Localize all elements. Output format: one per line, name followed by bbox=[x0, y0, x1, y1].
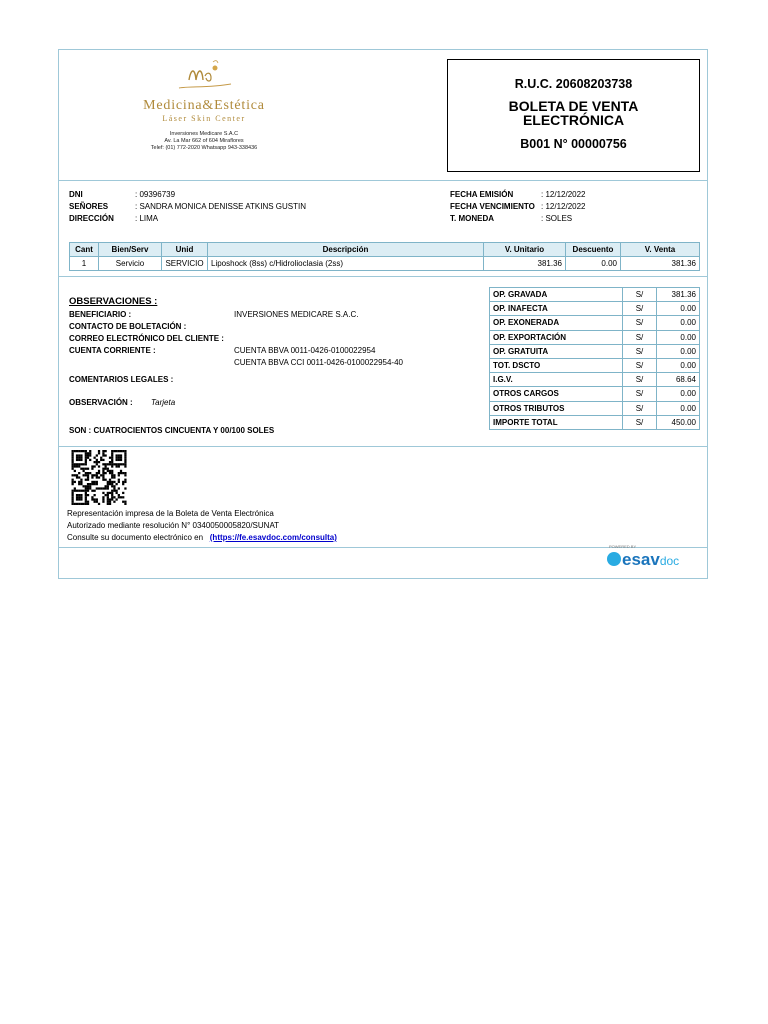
totals-row bbox=[490, 358, 700, 372]
representation-line-2: Autorizado mediante resolución N° 0340050005820/SUNAT bbox=[67, 521, 280, 530]
powered-by-text: POWERED BY bbox=[609, 544, 637, 549]
totals-row bbox=[490, 330, 700, 344]
items-table bbox=[69, 242, 700, 271]
company-info bbox=[99, 131, 309, 152]
totals-row bbox=[490, 373, 700, 387]
company-legal-name: Inversiones Medicare S.A.C bbox=[169, 131, 239, 137]
observations-section bbox=[69, 296, 489, 409]
representation-note bbox=[67, 508, 337, 544]
total-currency: S/ bbox=[623, 373, 657, 387]
totals-row bbox=[490, 387, 700, 401]
currency-label: T. MONEDA bbox=[450, 214, 494, 223]
document-number: B001 N° 00000756 bbox=[520, 137, 627, 151]
logo-emblem-icon bbox=[169, 58, 239, 98]
total-label: TOT. DSCTO bbox=[490, 358, 623, 372]
due-date-label: FECHA VENCIMIENTO bbox=[450, 202, 535, 211]
client-name-value: : SANDRA MONICA DENISSE ATKINS GUSTIN bbox=[135, 202, 306, 211]
legal-comments-label: COMENTARIOS LEGALES : bbox=[69, 375, 174, 384]
cell-descripcion: Liposhock (8ss) c/Hidrolioclasia (2ss) bbox=[208, 257, 484, 271]
total-label: OTROS TRIBUTOS bbox=[490, 401, 623, 415]
company-address: Av. La Mar 662 of 604 Miraflores bbox=[164, 138, 244, 144]
client-address-label: DIRECCIÓN bbox=[69, 214, 114, 223]
total-currency: S/ bbox=[623, 344, 657, 358]
total-value: 381.36 bbox=[657, 288, 700, 302]
consult-link[interactable]: (https://fe.esavdoc.com/consulta) bbox=[209, 533, 337, 542]
document-title-line-1: BOLETA DE VENTA bbox=[508, 98, 639, 114]
cell-v-venta: 381.36 bbox=[621, 257, 700, 271]
total-label: OP. GRAVADA bbox=[490, 288, 623, 302]
due-date-value: : 12/12/2022 bbox=[541, 202, 586, 211]
qr-code-icon bbox=[69, 450, 129, 505]
total-value: 0.00 bbox=[657, 330, 700, 344]
total-currency: S/ bbox=[623, 415, 657, 429]
amount-in-words: SON : CUATROCIENTOS CINCUENTA Y 00/100 SOLES bbox=[69, 426, 275, 435]
esavdoc-mark-icon bbox=[607, 552, 621, 566]
total-value: 0.00 bbox=[657, 344, 700, 358]
emission-date-label: FECHA EMISIÓN bbox=[450, 190, 514, 199]
total-value: 0.00 bbox=[657, 316, 700, 330]
total-label: I.G.V. bbox=[490, 373, 623, 387]
total-label: OP. INAFECTA bbox=[490, 302, 623, 316]
emission-date-value: : 12/12/2022 bbox=[541, 190, 586, 199]
ruc-number: R.U.C. 20608203738 bbox=[514, 77, 633, 91]
total-label: OP. EXONERADA bbox=[490, 316, 623, 330]
col-v-unitario: V. Unitario bbox=[484, 243, 566, 257]
total-value: 0.00 bbox=[657, 358, 700, 372]
totals-table bbox=[489, 287, 700, 430]
doc-text: doc bbox=[659, 554, 680, 568]
total-value: 0.00 bbox=[657, 387, 700, 401]
col-descuento: Descuento bbox=[566, 243, 621, 257]
client-name-label: SEÑORES bbox=[69, 202, 109, 211]
beneficiary-value: INVERSIONES MEDICARE S.A.C. bbox=[234, 310, 359, 319]
total-label: IMPORTE TOTAL bbox=[490, 415, 623, 429]
col-v-venta: V. Venta bbox=[621, 243, 700, 257]
total-currency: S/ bbox=[623, 387, 657, 401]
currency-value: : SOLES bbox=[541, 214, 573, 223]
account-bbva: CUENTA BBVA 0011-0426-0100022954 bbox=[234, 346, 376, 355]
total-label: OTROS CARGOS bbox=[490, 387, 623, 401]
cell-descuento: 0.00 bbox=[566, 257, 621, 271]
col-cant: Cant bbox=[70, 243, 99, 257]
total-currency: S/ bbox=[623, 401, 657, 415]
document-title bbox=[448, 99, 699, 127]
consult-text: Consulte su documento electrónico en bbox=[67, 533, 204, 542]
company-logo bbox=[99, 58, 309, 170]
total-currency: S/ bbox=[623, 358, 657, 372]
col-unid: Unid bbox=[162, 243, 208, 257]
total-value: 68.64 bbox=[657, 373, 700, 387]
dni-value: : 09396739 bbox=[135, 190, 176, 199]
observation-value: Tarjeta bbox=[151, 398, 176, 407]
account-label: CUENTA CORRIENTE : bbox=[69, 346, 156, 355]
total-value: 0.00 bbox=[657, 401, 700, 415]
brand-name: Medicina&Estética bbox=[143, 98, 265, 113]
totals-row bbox=[490, 401, 700, 415]
invoice-document bbox=[58, 49, 708, 579]
client-email-label: CORREO ELECTRÓNICO DEL CLIENTE : bbox=[69, 334, 224, 343]
totals-row bbox=[490, 344, 700, 358]
total-label: OP. EXPORTACIÓN bbox=[490, 330, 623, 344]
beneficiary-label: BENEFICIARIO : bbox=[69, 310, 132, 319]
esavdoc-wordmark bbox=[607, 550, 679, 570]
total-currency: S/ bbox=[623, 330, 657, 344]
col-bien-serv: Bien/Serv bbox=[99, 243, 162, 257]
contact-label: CONTACTO DE BOLETACIÓN : bbox=[69, 322, 187, 331]
brand-tagline: Láser Skin Center bbox=[162, 114, 246, 123]
esavdoc-logo bbox=[607, 544, 703, 576]
company-phone: Telef: (01) 772-2020 Whatsapp 943-338436 bbox=[150, 145, 258, 151]
totals-row bbox=[490, 302, 700, 316]
client-info bbox=[69, 189, 699, 225]
divider bbox=[59, 180, 707, 181]
total-currency: S/ bbox=[623, 316, 657, 330]
ruc-box bbox=[447, 59, 700, 172]
totals-row bbox=[490, 316, 700, 330]
col-descripcion: Descripción bbox=[208, 243, 484, 257]
cell-cant: 1 bbox=[70, 257, 99, 271]
client-address-value: : LIMA bbox=[135, 214, 159, 223]
cell-bien-serv: Servicio bbox=[99, 257, 162, 271]
observations-title: OBSERVACIONES : bbox=[69, 296, 158, 307]
cell-v-unitario: 381.36 bbox=[484, 257, 566, 271]
total-currency: S/ bbox=[623, 302, 657, 316]
total-currency: S/ bbox=[623, 288, 657, 302]
total-value: 0.00 bbox=[657, 302, 700, 316]
document-title-line-2: ELECTRÓNICA bbox=[522, 112, 625, 128]
total-value: 450.00 bbox=[657, 415, 700, 429]
divider bbox=[59, 276, 707, 277]
cell-unid: SERVICIO bbox=[162, 257, 208, 271]
divider bbox=[59, 446, 707, 447]
items-header-row bbox=[70, 243, 700, 257]
total-label: OP. GRATUITA bbox=[490, 344, 623, 358]
totals-row bbox=[490, 288, 700, 302]
table-row bbox=[70, 257, 700, 271]
totals-row bbox=[490, 415, 700, 429]
dni-label: DNI bbox=[69, 190, 83, 199]
observation-label: OBSERVACIÓN : bbox=[69, 398, 133, 407]
esav-text: esav bbox=[622, 550, 660, 569]
account-bbva-cci: CUENTA BBVA CCI 0011-0426-0100022954-40 bbox=[234, 358, 403, 367]
representation-line-1: Representación impresa de la Boleta de Venta Electrónica bbox=[67, 509, 274, 518]
representation-line-3 bbox=[67, 532, 337, 544]
